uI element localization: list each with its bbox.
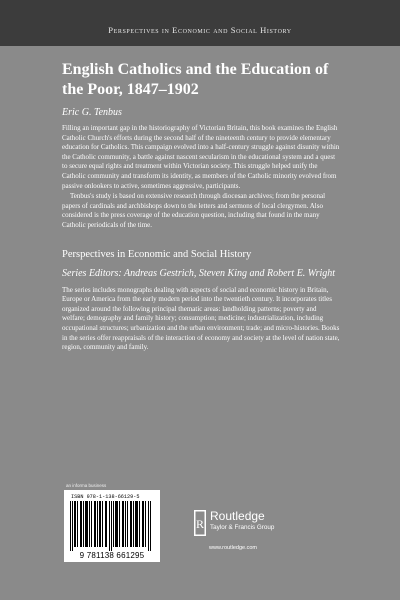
series-header-label: Perspectives in Economic and Social History [108,25,292,35]
book-title: English Catholics and the Education of the Poor, 1847–1902 [62,61,329,98]
series-title: Perspectives in Economic and Social History [62,248,252,260]
isbn-label: ISBN 978-1-138-66129-5 [71,494,140,500]
publisher-url: www.routledge.com [209,545,257,551]
book-author: Eric G. Tenbus [62,107,122,118]
back-cover-text [62,60,340,353]
book-description-paragraph-1: Filling an important gap in the historiography of Victorian Britain, this book examines the English Catholic Church's efforts during the second half of the nineteenth century to provide elementary education for Catholics. This campaign evolved into a half-century struggle against disunity within the Catholic community, a battle against nascent secularism in the educational system and a quest to secure equal rights and treatment within Victorian society. This struggle helped unify the Catholic community and transform its identity, as members of the Catholic minority evolved from passive onlookers to active, sometimes aggressive, participants. [62,124,340,190]
series-editors: Series Editors: Andreas Gestrich, Steven King and Robert E. Wright [62,267,336,279]
top-header-bar [0,0,400,46]
book-description-paragraph-2: Tenbus's study is based on extensive research through diocesan archives; from the personal papers of cardinals and archbishops down to the letters and sermons of local clergymen. Also considered is the press coverage of the education question, including that found in the many Catholic periodicals of the time. [62,192,326,229]
routledge-logo-letter: R [195,517,205,531]
series-description: The series includes monographs dealing with aspects of social and economic history in Britain, Europe or America from the early modern period into the twentieth century. It incorporates titles organized around the following principal thematic areas: landholding patterns; poverty and welfare; demography and family history; consumption; medicine; industrialization, including occupational structures; urbanization and the urban environment; trade; and micro-histories. Books in the series offer reappraisals of the interaction of economy and society at the level of nation state, region, community and family. [62,285,340,352]
publisher-name: Routledge [210,509,265,523]
informa-business-note: an informa business [66,483,107,488]
barcode-number: 9 781138 661295 [79,551,145,560]
barcode-bars [70,501,154,551]
publisher-group: Taylor & Francis Group [210,524,275,531]
routledge-logo-icon [194,510,206,536]
